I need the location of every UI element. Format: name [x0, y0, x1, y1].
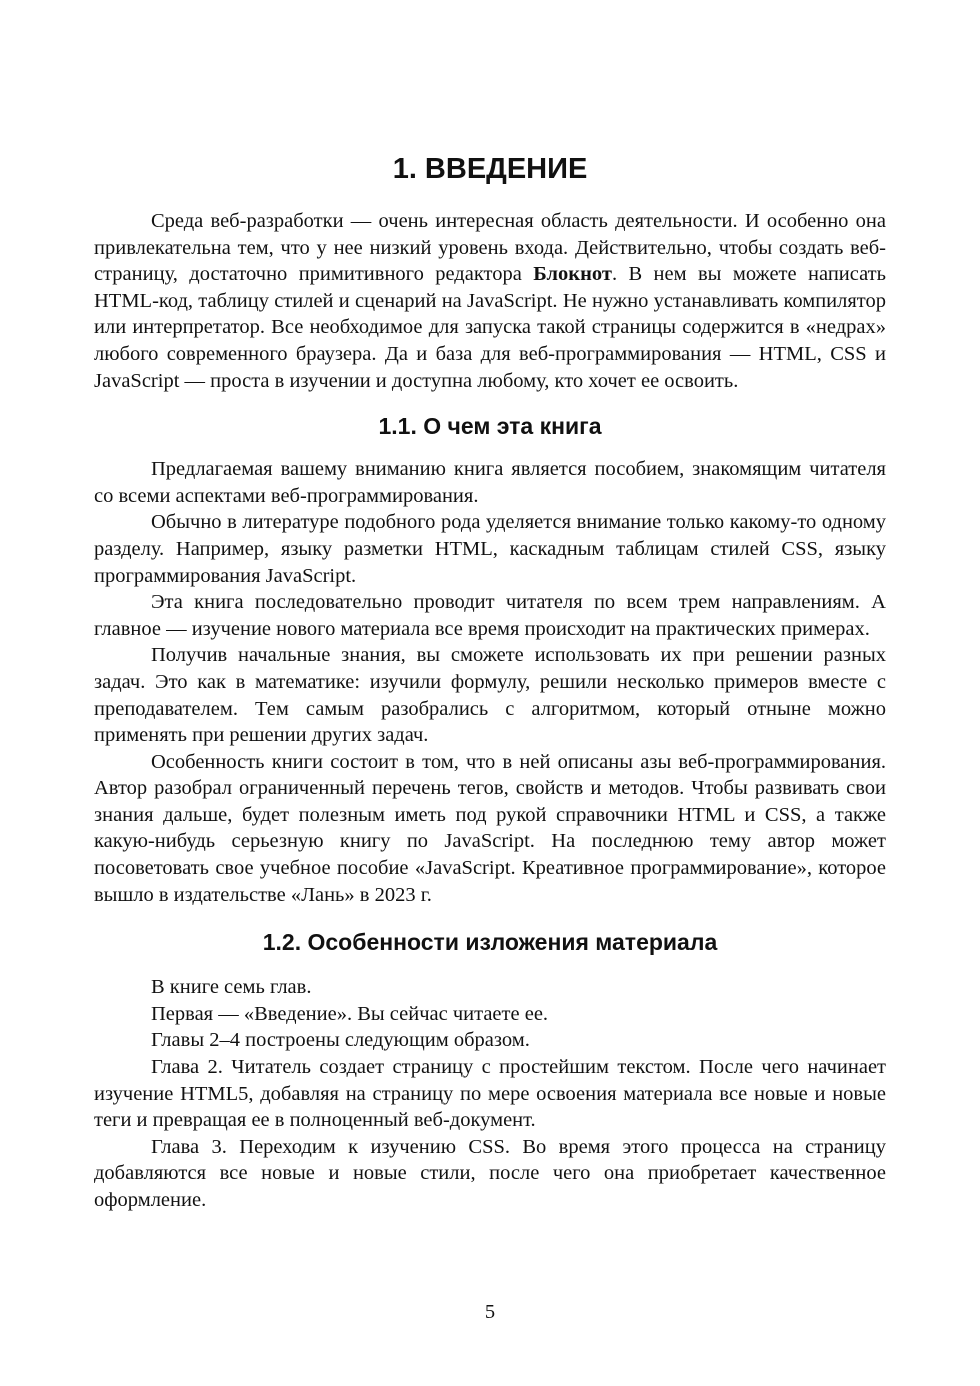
- section-1-paragraph: Особенность книги состоит в том, что в ней описаны азы веб-программирования. Автор разобрал ограниченный перечень тегов, свойств и методов. Чтобы развивать свои знания дальше, будет полезным иметь под рукой справочники HTML и CSS, а также какую-нибудь серьезную книгу по JavaScript. На последнюю тему автор может посоветовать свое учебное пособие «JavaScript. Креативное программирование», которое вышло в издательстве «Лань» в 2023 г.: [94, 750, 886, 906]
- intro-bold-term: Блокнот: [533, 263, 612, 286]
- section-2-paragraph: В книге семь глав.: [151, 976, 312, 999]
- section-2-paragraph: Глава 3. Переходим к изучению CSS. Во время этого процесса на страницу добавляются все новые и новые стили, после чего она приобретает качественное оформление.: [94, 1135, 886, 1211]
- intro-paragraph: [94, 208, 886, 394]
- page-number: 5: [484, 1301, 496, 1323]
- page-content: [94, 152, 886, 1214]
- section-1-paragraph: Предлагаемая вашему вниманию книга является пособием, знакомящим читателя со всеми аспектами веб-программирования.: [94, 458, 886, 507]
- section-2-paragraph: Главы 2–4 построены следующим образом.: [151, 1029, 530, 1052]
- section-1-paragraph: Обычно в литературе подобного рода уделяется внимание только какому-то одному разделу. Например, языку разметки HTML, каскадным таблицам стилей CSS, языку программирования JavaScript.: [94, 511, 886, 587]
- intro-text-end: . В нем вы можете написать HTML-код, таблицу стилей и сценарий на JavaScript. Не нужно устанавливать компилятор или интерпретатор. Все необходимое для запуска такой страницы содержится в «недрах» любого современного браузера. Да и база для веб-программирования — HTML, CSS и JavaScript — проста в изучении и доступна любому, кто хочет ее освоить.: [94, 263, 886, 392]
- section-2-title: 1.2. Особенности изложения материала: [262, 929, 718, 956]
- section-1-title: 1.1. О чем эта книга: [378, 413, 602, 440]
- section-2-paragraph: Глава 2. Читатель создает страницу с простейшим текстом. После чего начинает изучение HTML5, добавляя на страницу по мере освоения материала все новые и новые теги и превращая ее в полноценный веб-документ.: [94, 1056, 886, 1132]
- section-1-paragraph: Получив начальные знания, вы сможете использовать их при решении разных задач. Это как в математике: изучили формулу, решили несколько примеров вместе с преподавателем. Тем самым разобрались с алгоритмом, который отныне можно применять при решении других задач.: [94, 644, 886, 747]
- section-1-paragraph: Эта книга последовательно проводит читателя по всем трем направлениям. А главное — изучение нового материала все время происходит на практических примерах.: [94, 591, 886, 640]
- section-2-paragraph: Первая — «Введение». Вы сейчас читаете ее.: [151, 1002, 549, 1025]
- chapter-title: 1. ВВЕДЕНИЕ: [392, 153, 588, 185]
- intro-text-start: Среда веб-разработки — очень интересная область деятельности. И особенно она привлекательна тем, что у нее низкий уровень входа. Действительно, чтобы создать веб-страницу, достаточно примитивного редактора: [94, 210, 886, 286]
